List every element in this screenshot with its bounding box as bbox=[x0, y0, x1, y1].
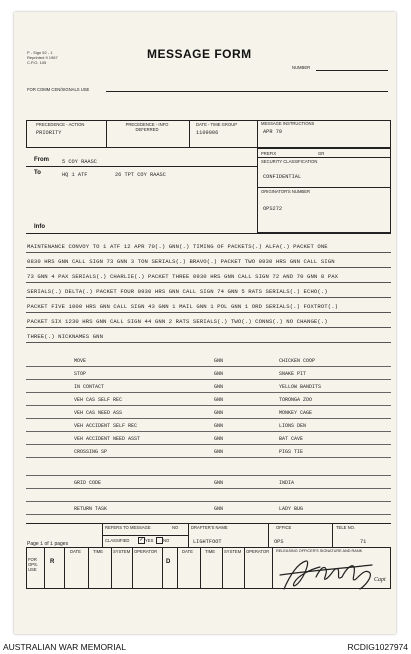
nickname-item: CROSSING SP bbox=[74, 449, 108, 455]
message-line: 73 GNN 4 PAX SERIALS(.) CHARLIE(.) PACKET THREE 0930 HRS GNN CALL SIGN 72 AND 70 GNN 8 PAX bbox=[27, 273, 339, 280]
office-value: OPS bbox=[274, 539, 284, 545]
dtg-label: DATE - TIME GROUP bbox=[196, 122, 238, 127]
form-code-line: P - Sign 52 - 1 bbox=[27, 50, 53, 55]
to-label: To bbox=[34, 170, 41, 176]
classified-yes-checkbox[interactable]: ✓ bbox=[139, 537, 144, 543]
from-label: From bbox=[34, 157, 49, 163]
refers-to-value: NO bbox=[172, 525, 179, 530]
r-time-header: TIME bbox=[93, 549, 104, 554]
nickname-sep: GNN bbox=[214, 449, 224, 455]
nickname-item: MOVE bbox=[74, 358, 87, 364]
refers-to-label: REFERS TO MESSAGE bbox=[105, 525, 151, 530]
r-system-header: SYSTEM bbox=[113, 549, 131, 554]
message-line: PACKET SIX 1230 HRS GNN CALL SIGN 44 GNN 2 RATS SERIALS(.) TWO(.) CONNS(.) NO CHANGE(.) bbox=[27, 318, 328, 325]
nickname-code: YELLOW BANDITS bbox=[279, 384, 322, 390]
nickname-sep: GNN bbox=[214, 371, 224, 377]
nickname-code: CHICKEN COOP bbox=[279, 358, 316, 364]
tele-label: TELE NO. bbox=[336, 525, 356, 530]
to-value-primary: HQ 1 ATF bbox=[62, 172, 88, 178]
r-date-header: DATE bbox=[70, 549, 81, 554]
footer-archive-name: AUSTRALIAN WAR MEMORIAL bbox=[3, 642, 126, 652]
d-operator-header: OPERATOR bbox=[246, 549, 270, 554]
message-instructions-label: MESSAGE INSTRUCTIONS bbox=[261, 121, 315, 126]
message-line: MAINTENANCE CONVOY TO 1 ATF 12 APR 70(.) GNN(.) TIMING OF PACKETS(.) ALFA(.) PACKET ONE bbox=[27, 243, 328, 250]
form-code-line: C.P.O. 105 bbox=[27, 60, 47, 65]
classified-no-label: NO bbox=[163, 538, 170, 543]
originator-number-label: ORIGINATOR'S NUMBER bbox=[261, 189, 311, 194]
message-body bbox=[27, 243, 338, 348]
nickname-code: LADY BUG bbox=[279, 506, 304, 512]
message-line: 0830 HRS GNN CALL SIGN 73 GNN 3 TON SERIALS(.) BRAVO(.) PACKET TWO 0930 HRS GNN CALL SIGN bbox=[27, 258, 335, 265]
nickname-sep: GNN bbox=[214, 423, 224, 429]
classified-label: CLASSIFIED bbox=[105, 538, 130, 543]
form-code-line: Reprinted 9 1967 bbox=[27, 55, 58, 60]
drafter-name-value: LIGHTFOOT bbox=[193, 539, 222, 545]
footer-record-id: RCDIG1027974 bbox=[347, 642, 408, 652]
security-classification-value: CONFIDENTIAL bbox=[263, 174, 302, 180]
precedence-info-value: DEFERRED bbox=[135, 127, 159, 132]
info-label: Info bbox=[34, 224, 45, 230]
nickname-item: STOP bbox=[74, 371, 87, 377]
nickname-code: MONKEY CAGE bbox=[279, 410, 313, 416]
nickname-item: GRID CODE bbox=[74, 480, 102, 486]
d-time-header: TIME bbox=[205, 549, 216, 554]
page-of: of bbox=[44, 541, 49, 547]
nickname-item: VEH CAS SELF REC bbox=[74, 397, 123, 403]
nickname-code: TORONGA ZOO bbox=[279, 397, 313, 403]
page-suffix: pages bbox=[54, 541, 69, 547]
comm-cen-label: FOR COMM CEN/SIGNALS USE bbox=[27, 87, 90, 92]
nickname-sep: GNN bbox=[214, 436, 224, 442]
prefix-label: PREFIX bbox=[261, 151, 277, 156]
releasing-officer-label: RELEASING OFFICER'S SIGNATURE AND RANK bbox=[276, 549, 363, 553]
security-classification-label: SECURITY CLASSIFICATION bbox=[261, 159, 318, 164]
classified-yes-label: YES bbox=[145, 538, 154, 543]
officer-signature bbox=[276, 555, 386, 595]
nickname-sep: GNN bbox=[214, 480, 224, 486]
form-title: MESSAGE FORM bbox=[147, 47, 252, 61]
precedence-info-label: PRECEDENCE - INFO bbox=[125, 122, 169, 127]
nickname-code: BAT CAVE bbox=[279, 436, 304, 442]
officer-rank: Capt bbox=[374, 577, 386, 583]
page-total: 1 bbox=[50, 541, 54, 547]
message-line: THREE(.) NICKNAMES GNN bbox=[27, 333, 104, 340]
dtg-value: 1109006 bbox=[196, 130, 219, 136]
d-system-header: SYSTEM bbox=[224, 549, 242, 554]
precedence-action-value: PRIORITY bbox=[36, 130, 62, 136]
nickname-item: VEH ACCIDENT SELF REC bbox=[74, 423, 138, 429]
r-label: R bbox=[50, 559, 55, 565]
message-line: PACKET FIVE 1000 HRS GNN CALL SIGN 43 GNN 1 MAIL GNN 1 POL GNN 1 ORD SERIALS(.) FOXTROT(.) bbox=[27, 303, 339, 310]
nickname-code: LIONS DEN bbox=[279, 423, 307, 429]
d-label: D bbox=[166, 559, 171, 565]
tele-value: 71 bbox=[360, 539, 367, 545]
gr-label: GR bbox=[318, 151, 325, 156]
nickname-code: PIGS TIE bbox=[279, 449, 304, 455]
nickname-sep: GNN bbox=[214, 358, 224, 364]
precedence-action-label: PRECEDENCE - ACTION bbox=[36, 122, 85, 127]
form-code-block bbox=[27, 50, 58, 65]
from-value: 5 COY RAASC bbox=[62, 159, 97, 165]
nickname-sep: GNN bbox=[214, 384, 224, 390]
number-label: NUMBER bbox=[292, 65, 311, 70]
d-date-header: DATE bbox=[182, 549, 193, 554]
nickname-item: VEH ACCIDENT NEED ASST bbox=[74, 436, 141, 442]
originator-number-value: OPS272 bbox=[263, 206, 283, 212]
for-ops-label: FOR OPS. USE bbox=[28, 557, 39, 572]
drafter-name-label: DRAFTER'S NAME bbox=[191, 525, 228, 530]
page-prefix: Page bbox=[27, 541, 39, 547]
to-value-secondary: 26 TPT COY RAASC bbox=[115, 172, 166, 178]
message-instructions-value: APR 70 bbox=[263, 129, 283, 135]
classified-no-checkbox[interactable] bbox=[156, 537, 163, 544]
page-number: 1 bbox=[40, 541, 44, 547]
nickname-item: VEH CAS NEED ASS bbox=[74, 410, 123, 416]
office-label: OFFICE bbox=[276, 525, 292, 530]
nickname-sep: GNN bbox=[214, 397, 224, 403]
r-operator-header: OPERATOR bbox=[134, 549, 158, 554]
message-form-sheet bbox=[14, 12, 396, 634]
nickname-sep: GNN bbox=[214, 410, 224, 416]
message-line: SERIALS(.) DELTA(.) PACKET FOUR 0930 HRS GNN CALL SIGN 74 GNN 5 RATS SERIALS(.) ECHO(.) bbox=[27, 288, 328, 295]
nickname-code: INDIA bbox=[279, 480, 295, 486]
nickname-item: IN CONTACT bbox=[74, 384, 105, 390]
nickname-sep: GNN bbox=[214, 506, 224, 512]
nickname-code: SNAKE PIT bbox=[279, 371, 307, 377]
nickname-item: RETURN TASK bbox=[74, 506, 108, 512]
